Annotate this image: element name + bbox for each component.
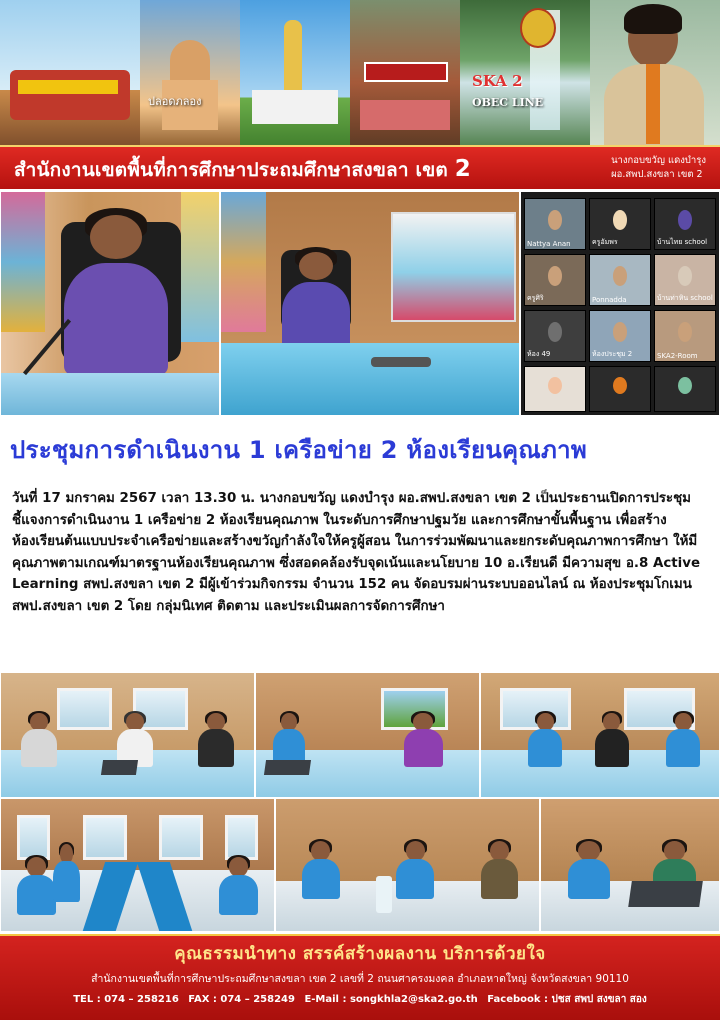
footer-email[interactable]: E-Mail : songkhla2@ska2.go.th: [304, 994, 478, 1005]
zoom-tile: [654, 198, 716, 250]
header-banner: [0, 0, 720, 150]
banner-photo-temple: [240, 0, 350, 150]
photo-participants-row: [275, 798, 540, 932]
zoom-tile: [589, 366, 651, 412]
banner-caption-1: ปลอดภลอง: [148, 95, 202, 108]
zoom-tile: [524, 254, 586, 306]
zoom-tile-name: บ้านท่าหิน school: [657, 294, 713, 302]
footer-motto: คุณธรรมนำทาง สรรค์สร้างผลงาน บริการด้วยใจ: [174, 944, 546, 964]
zoom-tile-name: ห้อง 49: [527, 350, 551, 358]
photo-meeting-table-3: [480, 672, 720, 798]
photo-conference-room-wide: [0, 798, 275, 932]
zoom-tile: [589, 310, 651, 362]
banner-photo-train-station: [0, 0, 140, 150]
zoom-tile: [589, 198, 651, 250]
zoom-tile-name: Ponnadda: [592, 296, 627, 304]
zoom-tile: [589, 254, 651, 306]
zoom-tile: [524, 366, 586, 412]
zoom-tile: [654, 366, 716, 412]
office-title-bar: [0, 145, 720, 189]
zoom-tile: [654, 310, 716, 362]
photo-director-at-desk: [0, 191, 220, 416]
office-number: 2: [454, 156, 472, 182]
banner-photo-school-sign: [350, 0, 460, 150]
zoom-tile: [524, 198, 586, 250]
zoom-tile-name: ห้องประชุม 2: [592, 350, 633, 358]
footer-bar: [0, 934, 720, 1020]
zoom-tile-name: ครูอัมพร: [592, 238, 618, 246]
zoom-tile: [524, 310, 586, 362]
article-headline: ประชุมการดำเนินงาน 1 เครือข่าย 2 ห้องเรียนคุณภาพ: [10, 436, 587, 464]
zoom-tile-name: Nattya Anan: [527, 240, 571, 248]
director-block: [611, 154, 706, 182]
footer-fax: FAX : 074 – 258249: [188, 994, 295, 1005]
zoom-participant-grid: [520, 191, 720, 416]
photo-meeting-table-1: [0, 672, 255, 798]
banner-caption-3: OBEC LINE: [472, 96, 544, 109]
footer-tel: TEL : 074 – 258216: [73, 994, 179, 1005]
banner-photo-mosque: [140, 0, 240, 150]
zoom-tile-name: บ้านไทย school: [657, 238, 708, 246]
photo-two-participants: [540, 798, 720, 932]
zoom-tile-name: SKA2-Room: [657, 352, 698, 360]
seal-icon: [520, 8, 556, 48]
zoom-tile-name: ครูศิริ: [527, 294, 544, 302]
office-name: สำนักงานเขตพื้นที่การศึกษาประถมศึกษาสงขลา เขต: [14, 159, 448, 181]
office-title: [14, 155, 471, 185]
director-name: นางกอบขวัญ แดงบำรุง: [611, 155, 706, 166]
footer-facebook[interactable]: Facebook : ปชส สพป สงขลา สอง: [487, 994, 647, 1005]
director-title: ผอ.สพป.สงขลา เขต 2: [611, 169, 703, 180]
photo-meeting-room-screen: [220, 191, 520, 416]
footer-contact: [0, 992, 720, 1007]
photo-meeting-table-2: [255, 672, 480, 798]
banner-photo-director: [590, 0, 720, 150]
banner-caption-2: SKA 2: [472, 72, 523, 90]
footer-address: สำนักงานเขตพื้นที่การศึกษาประถมศึกษาสงขลา เขต 2 เลขที่ 2 ถนนศาครงมงคล อำเภอหาดใหญ่ จังหวัดสงขลา 90110: [91, 973, 629, 985]
article-body: วันที่ 17 มกราคม 2567 เวลา 13.30 น. นางกอบขวัญ แดงบำรุง ผอ.สพป.สงขลา เขต 2 เป็นประธานเปิดการประชุมชี้แจงการดำเนินงาน 1 เครือข่าย 2 ห้องเรียนคุณภาพ ในระดับการศึกษาปฐมวัย และการศึกษาขั้นพื้นฐาน เพื่อสร้างห้องเรียนต้นแบบประจำเครือข่ายและสร้างขวัญกำลังใจให้ครูผู้สอน ในการร่วมพัฒนาและยกระดับคุณภาพการศึกษา ให้มีคุณภาพตามเกณฑ์มาตรฐานห้องเรียนคุณภาพ ซึ่งสอดคล้องรับจุดเน้นและนโยบาย 10 อ.เรียนดี มีความสุข อ.8 Active Learning สพป.สงขลา เขต 2 มีผู้เข้าร่วมกิจกรรม จำนวน 152 คน จัดอบรมผ่านระบบออนไลน์ ณ ห้องประชุมโกเมน สพป.สงขลา เขต 2 โดย กลุ่มนิเทศ ติดตาม และประเมินผลการจัดการศึกษา: [12, 491, 701, 614]
zoom-tile: [654, 254, 716, 306]
banner-photo-waterfall: [460, 0, 590, 150]
